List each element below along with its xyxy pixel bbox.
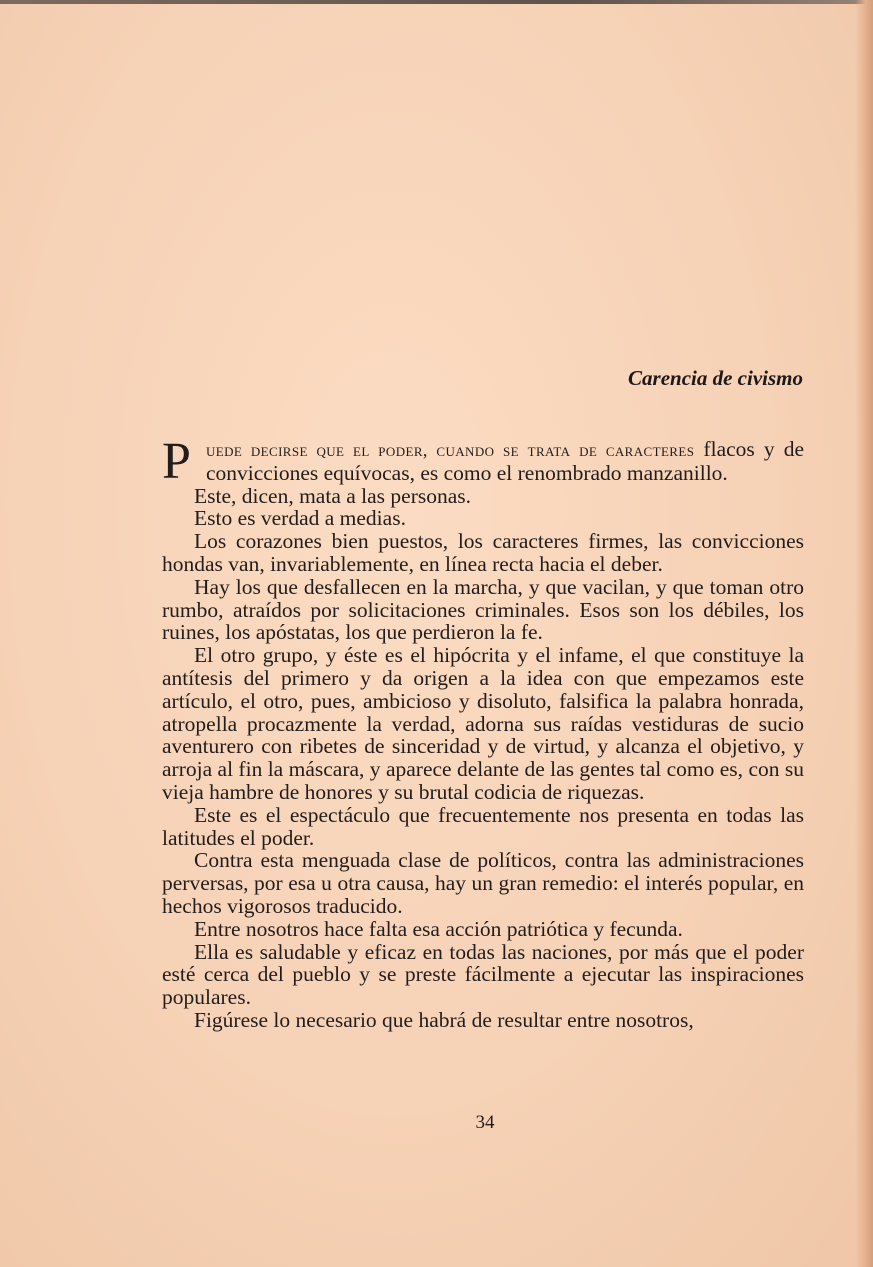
paragraph: Figúrese lo necesario que habrá de resultar entre nosotros, bbox=[194, 1007, 694, 1032]
paragraph: Hay los que desfallecen en la marcha, y que vacilan, y que toman otro rumbo, atraídos por solicitaciones criminales. Esos son los débiles, los ruines, los apóstatas, los que perdieron la fe. bbox=[162, 574, 804, 645]
paragraph: Este, dicen, mata a las personas. bbox=[194, 483, 472, 508]
lead-small-caps: uede decirse que el poder, cuando se trata de caracteres bbox=[206, 440, 695, 460]
paragraph: Contra esta menguada clase de políticos, contra las administraciones perversas, por esa u otra causa, hay un gran remedio: el interés popular, en hechos vigorosos traducido. bbox=[162, 848, 804, 918]
page-top-edge bbox=[0, 0, 873, 4]
chapter-title: Carencia de civismo bbox=[628, 366, 803, 390]
paragraph: Este es el espectáculo que frecuentemente nos presenta en todas las latitudes el poder. bbox=[162, 802, 804, 850]
paragraph: Los corazones bien puestos, los caracteres firmes, las convicciones hondas van, invariablemente, en línea recta hacia el deber. bbox=[162, 529, 804, 576]
paragraph: El otro grupo, y éste es el hipócrita y el infame, el que constituye la antítesis del primero y da origen a la idea con que empezamos este artículo, el otro, pues, ambicioso y disoluto, falsifica la palabra honrada, atropella procazmente la verdad, adorna sus raídas vestiduras de sucio aventurero con ribetes de sinceridad y de virtud, y alcanza el objetivo, y arroja al fin la máscara, y aparece delante de las gentes tal como es, con su vieja hambre de honores y su brutal codicia de riquezas. bbox=[162, 643, 804, 804]
article-body bbox=[162, 433, 804, 1032]
lead-rest: flacos y de convicciones equívocas, es como el renombrado manzanillo. bbox=[206, 437, 804, 485]
paragraph: Entre nosotros hace falta esa acción patriótica y fecunda. bbox=[194, 916, 683, 941]
page-right-edge bbox=[855, 0, 873, 1267]
lead-paragraph bbox=[162, 433, 804, 490]
paragraph: Ella es saludable y eficaz en todas las naciones, por más que el poder esté cerca del pueblo y se preste fácilmente a ejecutar las inspiraciones populares. bbox=[162, 939, 804, 1010]
paragraph: Esto es verdad a medias. bbox=[194, 506, 406, 531]
page-number: 34 bbox=[475, 1112, 495, 1133]
drop-cap: P bbox=[162, 433, 191, 490]
